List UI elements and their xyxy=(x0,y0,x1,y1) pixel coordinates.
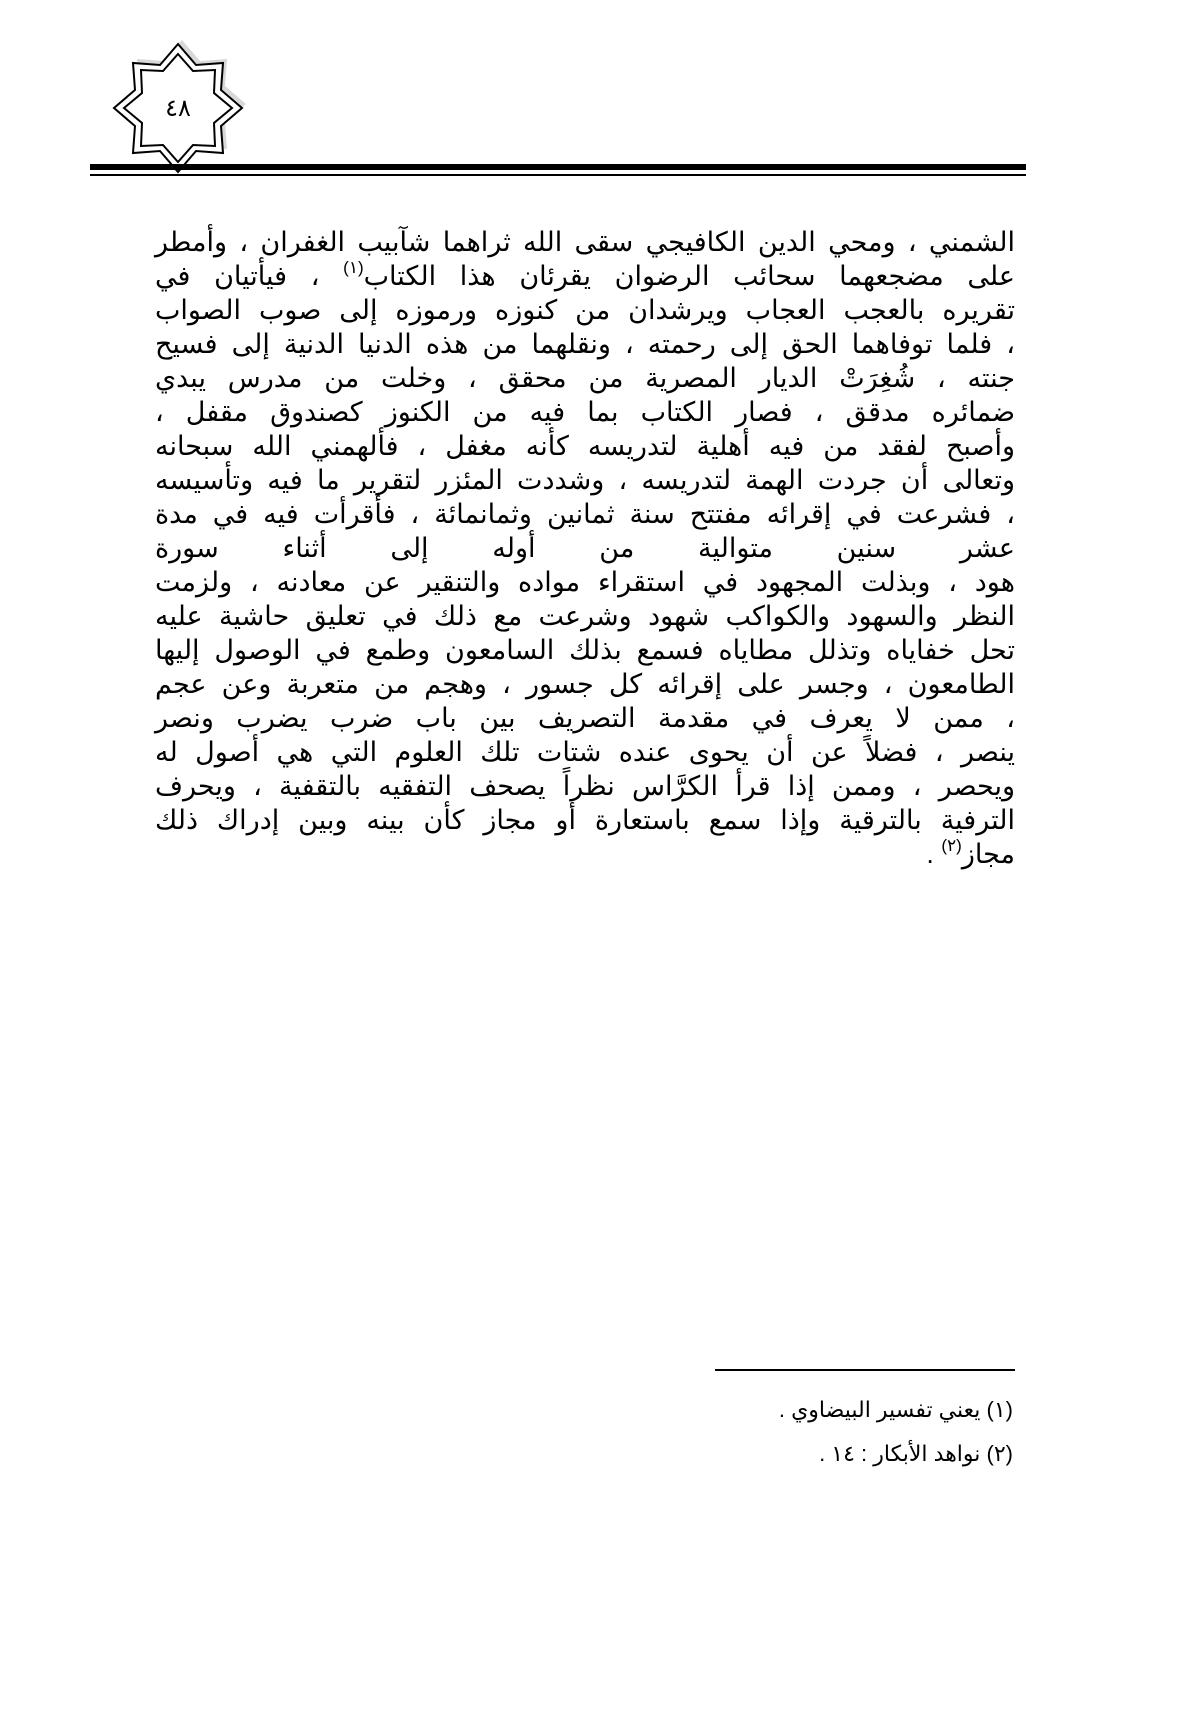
footnote-2: (٢) نواهد الأبكار : ١٤ . xyxy=(819,1441,1013,1466)
body-line-4: ، فلما توفاهما الحق إلى رحمته ، ونقلهما من هذه الدنيا الدنية إلى فسيح xyxy=(155,329,1015,359)
body-line-8: وتعالى أن جردت الهمة لتدريسه ، وشددت المئزر لتقرير ما فيه وتأسيسه xyxy=(155,465,1015,495)
body-line-14: الطامعون ، وجسر على إقرائه كل جسور ، وهجم من متعربة وعن عجم xyxy=(155,669,1015,699)
header-rule-thick xyxy=(90,164,1026,170)
body-line-2: على مضجعهما سحائب الرضوان يقرئان هذا الكتاب$^{(١)}$ ، فيأتيان في xyxy=(155,258,1015,291)
body-line-9: ، فشرعت في إقرائه مفتتح سنة ثمانين وثمانمائة ، فأقرأت فيه في مدة xyxy=(155,499,1015,529)
footnote-1: (١) يعني تفسير البيضاوي . xyxy=(778,1397,1013,1422)
body-line-15: ، ممن لا يعرف في مقدمة التصريف بين باب ضرب يضرب ونصر xyxy=(155,703,1015,733)
body-line-18: الترفية بالترقية وإذا سمع باستعارة أو مجاز كأن بينه وبين إدراك ذلك xyxy=(155,805,1015,835)
body-text xyxy=(155,225,1015,871)
page-number-badge xyxy=(108,38,248,178)
footnote-ref-2: (٢) xyxy=(941,836,962,855)
body-line-10: عشر سنين متوالية من أوله إلى أثناء سورة xyxy=(155,533,1015,563)
body-line-16: ينصر ، فضلاً عن أن يحوى عنده شتات تلك العلوم التي هي أصول له xyxy=(155,737,1015,767)
body-line-17: ويحصر ، وممن إذا قرأ الكرَّاس نظراً يصحف التفقيه بالتقفية ، ويحرف xyxy=(155,771,1015,801)
body-line-11: هود ، وبذلت المجهود في استقراء مواده والتنقير عن معادنه ، ولزمت xyxy=(155,567,1015,597)
body-line-1: الشمني ، ومحي الدين الكافيجي سقى الله ثراهما شآبيب الغفران ، وأمطر xyxy=(155,227,1015,257)
footnote-separator xyxy=(715,1369,1015,1371)
page-number: ٤٨ xyxy=(165,94,191,122)
body-line-3: تقريره بالعجب العجاب ويرشدان من كنوزه ورموزه إلى صوب الصواب xyxy=(155,295,1015,325)
footnote-ref-1: (١) xyxy=(343,258,364,277)
body-line-13: تحل خفاياه وتذلل مطاياه فسمع بذلك السامعون وطمع في الوصول إليها xyxy=(155,635,1015,665)
body-line-19: مجاز$^{(٢)}$ . xyxy=(926,836,1015,869)
footnotes xyxy=(600,1388,1013,1476)
body-line-12: النظر والسهود والكواكب شهود وشرعت مع ذلك في تعليق حاشية عليه xyxy=(155,601,1015,631)
body-line-7: وأصبح لفقد من فيه أهلية لتدريسه كأنه مغفل ، فألهمني الله سبحانه xyxy=(155,431,1015,461)
body-line-5: جنته ، شُغِرَتْ الديار المصرية من محقق ، وخلت من مدرس يبدي xyxy=(155,363,1015,393)
header-rule-thin xyxy=(90,174,1026,176)
body-line-6: ضمائره مدقق ، فصار الكتاب بما فيه من الكنوز كصندوق مقفل ، xyxy=(155,397,1015,427)
